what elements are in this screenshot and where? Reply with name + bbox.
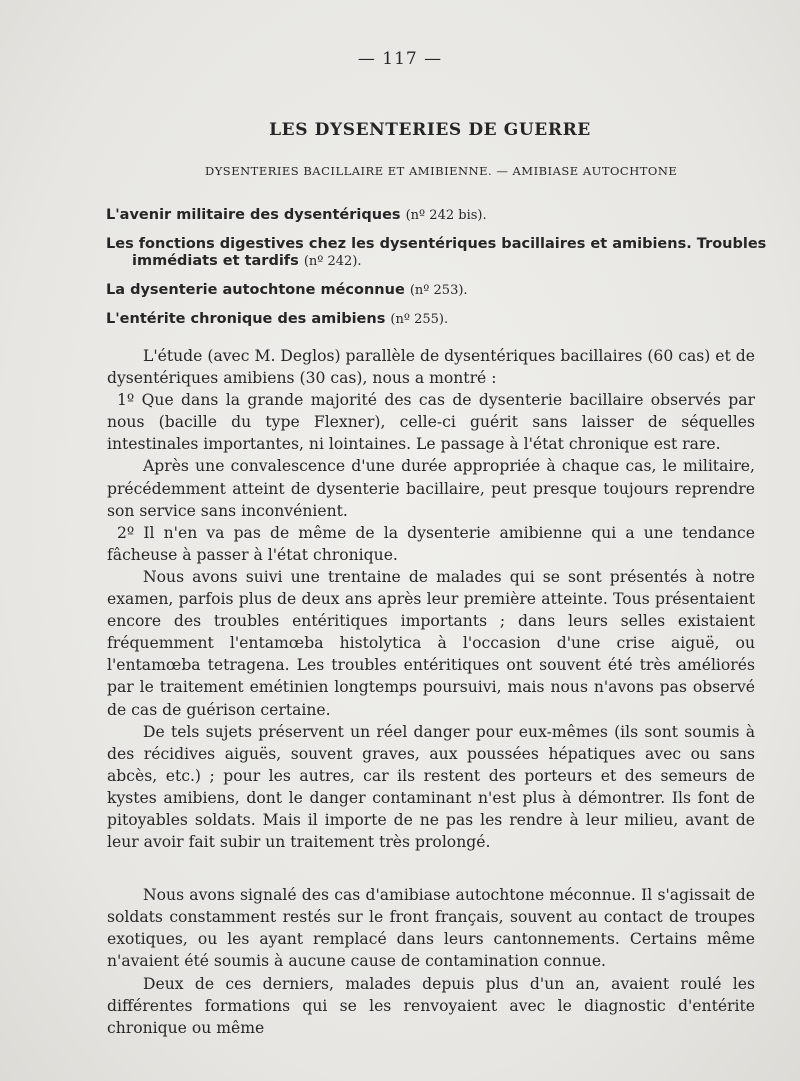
reference-item [106,207,786,224]
reference-number: (nº 255). [390,312,449,327]
paragraph: 2º Il n'en va pas de même de la dysenterie amibienne qui a une tendance fâcheuse à passer à l'état chronique. [107,523,755,564]
page-title: LES DYSENTERIES DE GUERRE [269,120,591,140]
reference-number: (nº 253). [409,283,468,298]
paragraph: Nous avons suivi une trentaine de malades qui se sont présentés à notre examen, parfois plus de deux ans après leur première atteinte. Tous présentaient encore des troubles entéritiques importants ; dans leurs selles existaient fréquemment l'entamœba histolytica à l'occasion d'une crise aiguë, ou l'entamœba tetragena. Les troubles entéritiques ont souvent été très améliorés par le traitement emétinien longtemps poursuivi, mais nous n'avons pas observé de cas de guérison certaine. [107,567,755,719]
reference-item [106,236,786,270]
paragraph: L'étude (avec M. Deglos) parallèle de dysentériques bacillaires (60 cas) et de dysentériques amibiens (30 cas), nous a montré : [107,347,755,388]
reference-item [106,282,786,299]
body-text [107,345,755,1039]
page-number: — 117 — [357,49,443,69]
reference-title: La dysenterie autochtone méconnue [106,282,405,298]
paragraph: 1º Que dans la grande majorité des cas de dysenterie bacillaire observés par nous (bacille du type Flexner), celle-ci guérit sans laisser de séquelles intestinales importantes, ni lointaines. Le passage à l'état chronique est rare. [107,391,755,454]
reference-number: (nº 242 bis). [405,208,487,223]
reference-number: (nº 242). [303,254,362,269]
reference-title: L'entérite chronique des amibiens [106,311,386,327]
reference-list [106,207,786,340]
reference-title: L'avenir militaire des dysentériques [106,207,401,223]
paragraph: Nous avons signalé des cas d'amibiase autochtone méconnue. Il s'agissait de soldats constamment restés sur le front français, souvent au contact de troupes exotiques, ou les ayant remplacé dans leurs cantonnements. Certains même n'avaient été soumis à aucune cause de contamination connue. [107,886,755,971]
reference-title: Les fonctions digestives chez les dysentériques bacillaires et amibiens. Troubles [106,236,767,252]
reference-title-cont-text: immédiats et tardifs [132,253,299,269]
paragraph: Deux de ces derniers, malades depuis plus d'un an, avaient roulé les différentes formations qui se les renvoyaient avec le diagnostic d'entérite chronique ou même [107,974,755,1037]
reference-item [106,311,786,328]
paragraph: De tels sujets préservent un réel danger pour eux-mêmes (ils sont soumis à des récidives aiguës, souvent graves, aux poussées hépatiques avec ou sans abcès, etc.) ; pour les autres, car ils restent des porteurs et des semeurs de kystes amibiens, dont le danger contaminant n'est plus à démontrer. Ils font de pitoyables soldats. Mais il importe de ne pas les rendre à leur milieu, avant de leur avoir fait subir un traitement très prolongé. [107,722,755,852]
section-subtitle: DYSENTERIES BACILLAIRE ET AMIBIENNE. — AMIBIASE AUTOCHTONE [205,164,678,178]
reference-title-continuation [106,253,786,270]
paragraph: Après une convalescence d'une durée appropriée à chaque cas, le militaire, précédemment atteint de dysenterie bacillaire, peut presque toujours reprendre son service sans inconvénient. [107,457,755,520]
section-gap [107,853,755,884]
